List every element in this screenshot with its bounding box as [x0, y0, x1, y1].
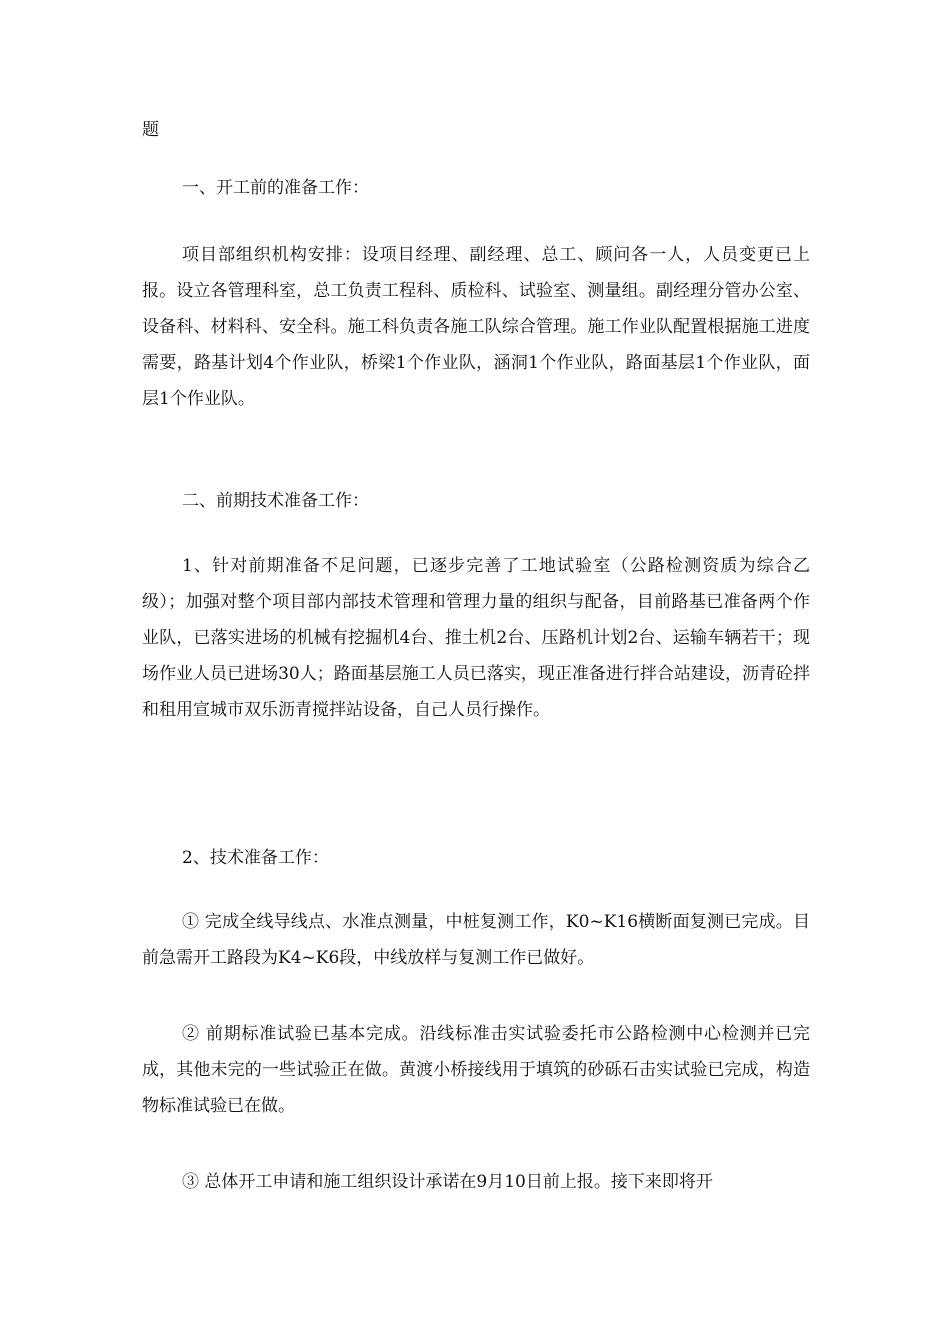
sub-item-3: ③ 总体开工申请和施工组织设计承诺在9月10日前上报。接下来即将开	[182, 1172, 713, 1192]
item-2-heading: 2、技术准备工作：	[182, 848, 329, 868]
paragraph-organization: 项目部组织机构安排：设项目经理、副经理、总工、顾问各一人，人员变更已上报。设立各管理科室，总工负责工程科、质检科、试验室、测量组。副经理分管办公室、设备科、材料科、安全科。施工科负责各施工队综合管理。施工作业队配置根据施工进度需要，路基计划4个作业队，桥梁1个作业队，涵洞1个作业队，路面基层1个作业队，面层1个作业队。	[142, 245, 810, 409]
carryover-line: 题	[142, 120, 159, 140]
paragraph-item-1: 1、针对前期准备不足问题，已逐步完善了工地试验室（公路检测资质为综合乙级）；加强对整个项目部内部技术管理和管理力量的组织与配备，目前路基已准备两个作业队，已落实进场的机械有挖掘机4台、推土机2台、压路机计划2台、运输车辆若干；现场作业人员已进场30人；路面基层施工人员已落实，现正准备进行拌合站建设，沥青砼拌和租用宣城市双乐沥青搅拌站设备，自己人员行操作。	[142, 556, 810, 720]
sub-item-2: ② 前期标准试验已基本完成。沿线标准击实试验委托市公路检测中心检测并已完成，其他未完的一些试验正在做。黄渡小桥接线用于填筑的砂砾石击实试验已完成，构造物标准试验已在做。	[142, 1024, 810, 1116]
sub-item-1: ① 完成全线导线点、水准点测量，中桩复测工作，K0~K16横断面复测已完成。目前急需开工路段为K4~K6段，中线放样与复测工作已做好。	[142, 912, 810, 968]
section-heading-preparation: 一、开工前的准备工作：	[182, 178, 369, 198]
section-heading-technical: 二、前期技术准备工作：	[182, 491, 369, 511]
